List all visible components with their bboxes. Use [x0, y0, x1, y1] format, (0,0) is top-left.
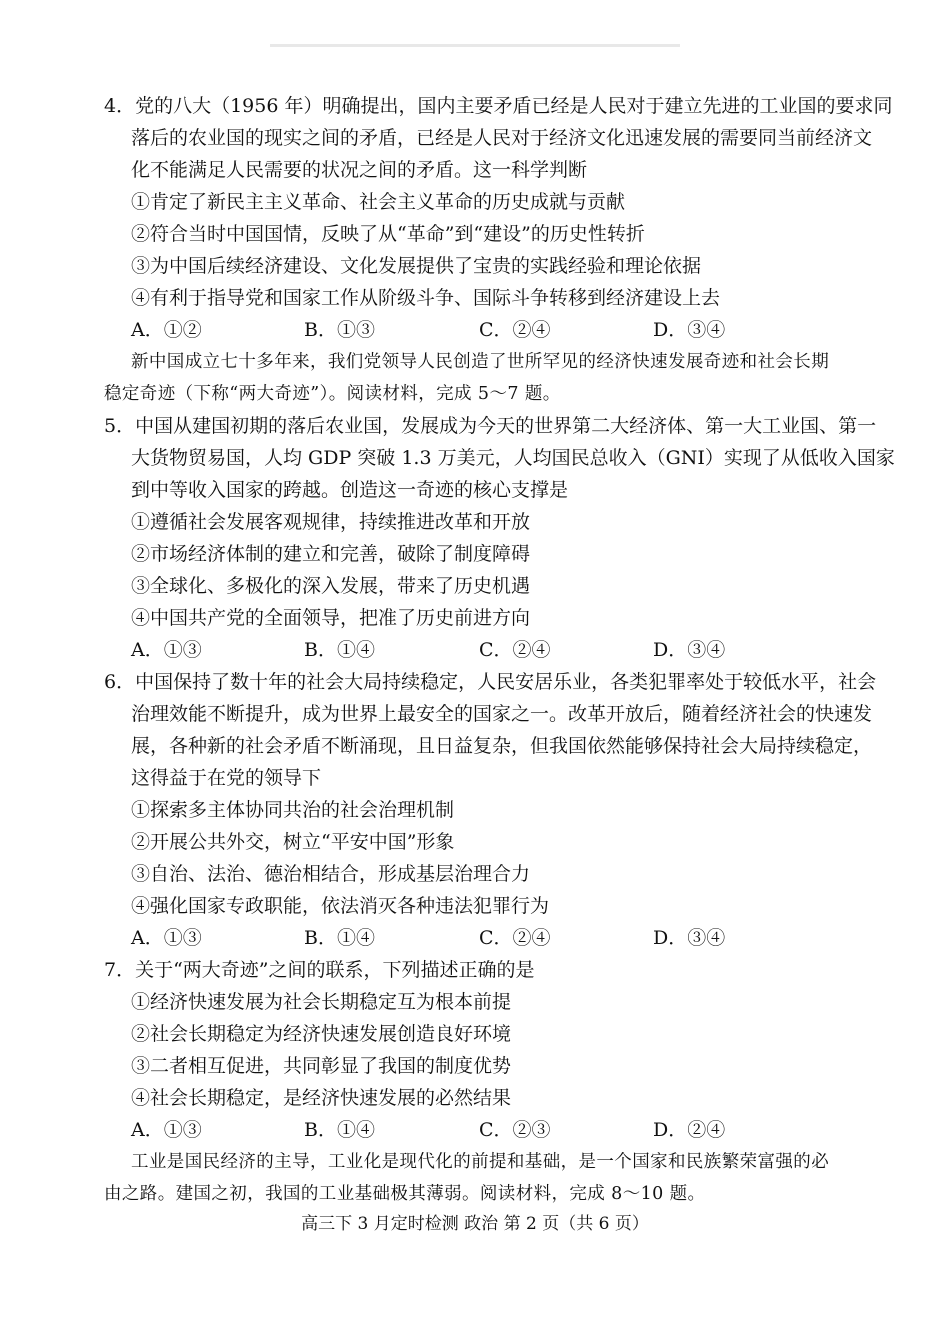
question-5-item-4: ④中国共产党的全面领导，把准了历史前进方向: [131, 607, 531, 629]
question-4-option-c: C．②④: [479, 319, 551, 341]
question-7-item-4: ④社会长期稳定，是经济快速发展的必然结果: [131, 1087, 512, 1109]
question-4-stem-line-2: 落后的农业国的现实之间的矛盾，已经是人民对于经济文化迅速发展的需要同当前经济文: [131, 127, 873, 149]
question-4-stem-line-1: 4．党的八大（1956 年）明确提出，国内主要矛盾已经是人民对于建立先进的工业国的要求同: [104, 95, 893, 117]
material-intro-2-line-2: 由之路。建国之初，我国的工业基础极其薄弱。阅读材料，完成 8～10 题。: [104, 1184, 706, 1204]
question-4-item-4: ④有利于指导党和国家工作从阶级斗争、国际斗争转移到经济建设上去: [131, 287, 721, 309]
question-5-option-a: A．①③: [131, 639, 202, 661]
question-6-option-d: D．③④: [653, 927, 726, 949]
question-7-option-a: A．①③: [131, 1119, 202, 1141]
question-4-stem-line-3: 化不能满足人民需要的状况之间的矛盾。这一科学判断: [131, 159, 588, 181]
question-5-stem-line-2: 大货物贸易国，人均 GDP 突破 1.3 万美元，人均国民总收入（GNI）实现了从低收入国家: [131, 447, 895, 469]
question-5-item-3: ③全球化、多极化的深入发展，带来了历史机遇: [131, 575, 531, 597]
question-7-option-d: D．②④: [653, 1119, 726, 1141]
question-5-option-d: D．③④: [653, 639, 726, 661]
question-7-item-2: ②社会长期稳定为经济快速发展创造良好环境: [131, 1023, 512, 1045]
question-7-stem-line-1: 7．关于“两大奇迹”之间的联系，下列描述正确的是: [104, 959, 535, 981]
question-6-stem-line-3: 展，各种新的社会矛盾不断涌现，且日益复杂，但我国依然能够保持社会大局持续稳定，: [131, 735, 873, 757]
material-intro-2-line-1: 工业是国民经济的主导，工业化是现代化的前提和基础，是一个国家和民族繁荣富强的必: [131, 1152, 830, 1172]
question-5-option-c: C．②④: [479, 639, 551, 661]
question-6-stem-line-4: 这得益于在党的领导下: [131, 767, 322, 789]
question-7-option-c: C．②③: [479, 1119, 551, 1141]
material-intro-line-1: 新中国成立七十多年来，我们党领导人民创造了世所罕见的经济快速发展奇迹和社会长期: [131, 352, 830, 372]
question-7-item-3: ③二者相互促进，共同彰显了我国的制度优势: [131, 1055, 512, 1077]
question-4-option-b: B．①③: [304, 319, 375, 341]
question-4-item-3: ③为中国后续经济建设、文化发展提供了宝贵的实践经验和理论依据: [131, 255, 702, 277]
question-6-option-c: C．②④: [479, 927, 551, 949]
question-4-item-1: ①肯定了新民主主义革命、社会主义革命的历史成就与贡献: [131, 191, 626, 213]
material-intro-line-2: 稳定奇迹（下称“两大奇迹”）。阅读材料，完成 5～7 题。: [104, 384, 561, 404]
question-6-option-a: A．①③: [131, 927, 202, 949]
question-6-item-2: ②开展公共外交，树立“平安中国”形象: [131, 831, 455, 853]
scan-artifact-bar: [270, 44, 680, 47]
question-7-item-1: ①经济快速发展为社会长期稳定互为根本前提: [131, 991, 512, 1013]
question-6-item-4: ④强化国家专政职能，依法消灭各种违法犯罪行为: [131, 895, 550, 917]
question-5-option-b: B．①④: [304, 639, 375, 661]
question-5-stem-line-1: 5．中国从建国初期的落后农业国，发展成为今天的世界第二大经济体、第一大工业国、第一: [104, 415, 877, 437]
question-7-option-b: B．①④: [304, 1119, 375, 1141]
question-6-stem-line-2: 治理效能不断提升，成为世界上最安全的国家之一。改革开放后，随着经济社会的快速发: [131, 703, 873, 725]
question-5-item-2: ②市场经济体制的建立和完善，破除了制度障碍: [131, 543, 531, 565]
question-6-item-1: ①探索多主体协同共治的社会治理机制: [131, 799, 455, 821]
question-4-option-d: D．③④: [653, 319, 726, 341]
question-6-item-3: ③自治、法治、德治相结合，形成基层治理合力: [131, 863, 531, 885]
question-5-item-1: ①遵循社会发展客观规律，持续推进改革和开放: [131, 511, 531, 533]
question-6-stem-line-1: 6．中国保持了数十年的社会大局持续稳定，人民安居乐业，各类犯罪率处于较低水平，社会: [104, 671, 877, 693]
question-6-option-b: B．①④: [304, 927, 375, 949]
question-5-stem-line-3: 到中等收入国家的跨越。创造这一奇迹的核心支撑是: [131, 479, 569, 501]
question-4-item-2: ②符合当时中国国情，反映了从“革命”到“建设”的历史性转折: [131, 223, 645, 245]
page-footer: 高三下 3 月定时检测 政治 第 2 页（共 6 页）: [301, 1214, 649, 1234]
question-4-option-a: A．①②: [131, 319, 202, 341]
